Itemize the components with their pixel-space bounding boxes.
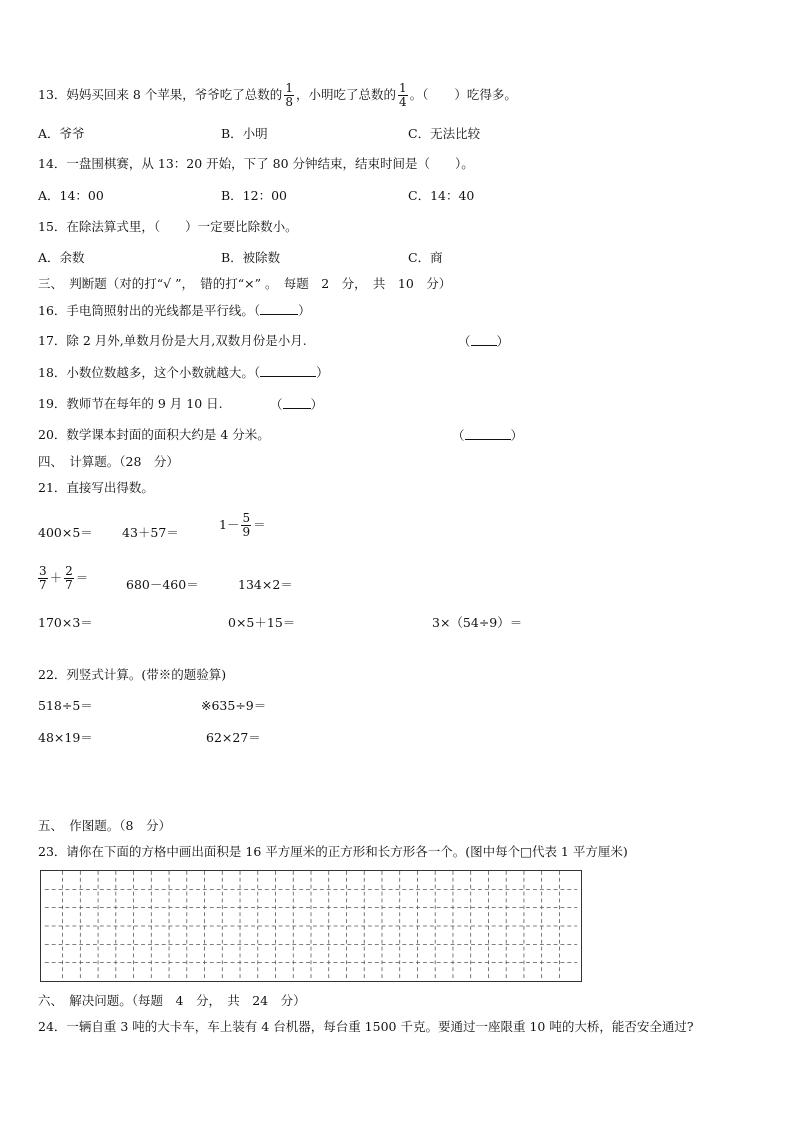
question-13-text-d: ）吃得多。 (454, 87, 517, 102)
section-4-heading: 四、 计算题。（28 分） (38, 454, 179, 469)
question-16: 16．手电筒照射出的光线都是平行线。（ ） (38, 303, 311, 318)
question-19: 19．教师节在每年的 9 月 10 日. (38, 396, 223, 411)
drawing-grid[interactable] (40, 870, 582, 982)
question-24: 24．一辆自重 3 吨的大卡车，车上装有 4 台机器，每台重 1500 千克。要通过一座限重 10 吨的大桥，能否安全通过? (38, 1019, 694, 1034)
q13-option-a: A．爷爷 (38, 126, 85, 141)
question-23: 23．请你在下面的方格中画出面积是 16 平方厘米的正方形和长方形各一个。(图中每个□代表 1 平方厘米) (38, 844, 628, 859)
question-13-number: 13． (38, 87, 67, 102)
question-21-title: 21．直接写出得数。 (38, 480, 154, 495)
q14-option-b: B．12：00 (221, 188, 287, 203)
calc-item-fraction: 1－ $\frac{5}{9}$ ＝ (219, 511, 266, 539)
q13-option-c: C．无法比较 (408, 126, 481, 141)
answer-blank[interactable] (260, 364, 316, 377)
question-13-text-a: 妈妈买回来 8 个苹果，爷爷吃了总数的 (66, 87, 283, 102)
vertical-calc-item: 62×27＝ (206, 730, 261, 745)
q15-option-a: A．余数 (38, 250, 85, 265)
answer-blank[interactable] (260, 302, 298, 315)
section-5-heading: 五、 作图题。（8 分） (38, 818, 171, 833)
calc-item: 170×3＝ (38, 615, 93, 630)
answer-blank[interactable] (283, 396, 311, 409)
q14-option-c: C．14：40 (408, 188, 475, 203)
question-19-bracket: （ ） (270, 397, 324, 412)
calc-item: 43＋57＝ (122, 525, 179, 540)
vertical-calc-item: 518÷5＝ (38, 698, 93, 713)
calc-item: 680－460＝ (126, 577, 199, 592)
calc-item-fraction-sum: $\frac{3}{7}$ ＋ $\frac{2}{7}$ ＝ (39, 564, 89, 592)
vertical-calc-item: ※635÷9＝ (201, 698, 267, 713)
calc-item: 400×5＝ (38, 525, 93, 540)
question-13-text-b: ，小明吃了总数的 (295, 87, 396, 102)
question-22-title: 22．列竖式计算。(带※的题验算) (38, 667, 227, 682)
calc-item: 0×5＋15＝ (228, 615, 296, 630)
vertical-calc-item: 48×19＝ (38, 730, 93, 745)
fraction-two-sevenths: $\frac{2}{7}$ (65, 564, 73, 592)
calc-item: 3×（54÷9）＝ (432, 615, 523, 630)
fraction-three-sevenths: $\frac{3}{7}$ (39, 564, 47, 592)
question-14: 14．一盘围棋赛，从 13：20 开始，下了 80 分钟结束，结束时间是（ ）。 (38, 156, 474, 171)
fraction-one-eighth: $\frac{1}{8}$ (285, 81, 293, 109)
answer-blank[interactable] (471, 333, 497, 346)
question-13 (38, 82, 517, 109)
question-18: 18．小数位数越多，这个小数就越大。（ ） (38, 365, 329, 380)
question-15: 15．在除法算式里，（ ）一定要比除数小。 (38, 219, 298, 234)
q15-option-b: B．被除数 (221, 250, 281, 265)
q14-option-a: A．14：00 (38, 188, 104, 203)
fraction-one-quarter: $\frac{1}{4}$ (398, 81, 407, 109)
question-17-bracket: （ ） (458, 334, 510, 349)
q15-option-c: C．商 (408, 250, 443, 265)
question-20-bracket: （ ） (452, 428, 524, 443)
section-6-heading: 六、 解决问题。（每题 4 分， 共 24 分） (38, 993, 306, 1008)
answer-blank[interactable] (465, 427, 511, 440)
calc-item: 134×2＝ (238, 577, 293, 592)
section-3-heading: 三、 判断题（对的打“√ ”， 错的打“×” 。 每题 2 分， 共 10 分） (38, 276, 452, 291)
question-20: 20．数学课本封面的面积大约是 4 分米。 (38, 427, 270, 442)
question-13-text-c: 。（ (409, 87, 429, 102)
question-17: 17．除 2 月外,单数月份是大月,双数月份是小月. (38, 333, 307, 348)
fraction-five-ninths: $\frac{5}{9}$ (242, 511, 251, 539)
q13-option-b: B．小明 (221, 126, 268, 141)
